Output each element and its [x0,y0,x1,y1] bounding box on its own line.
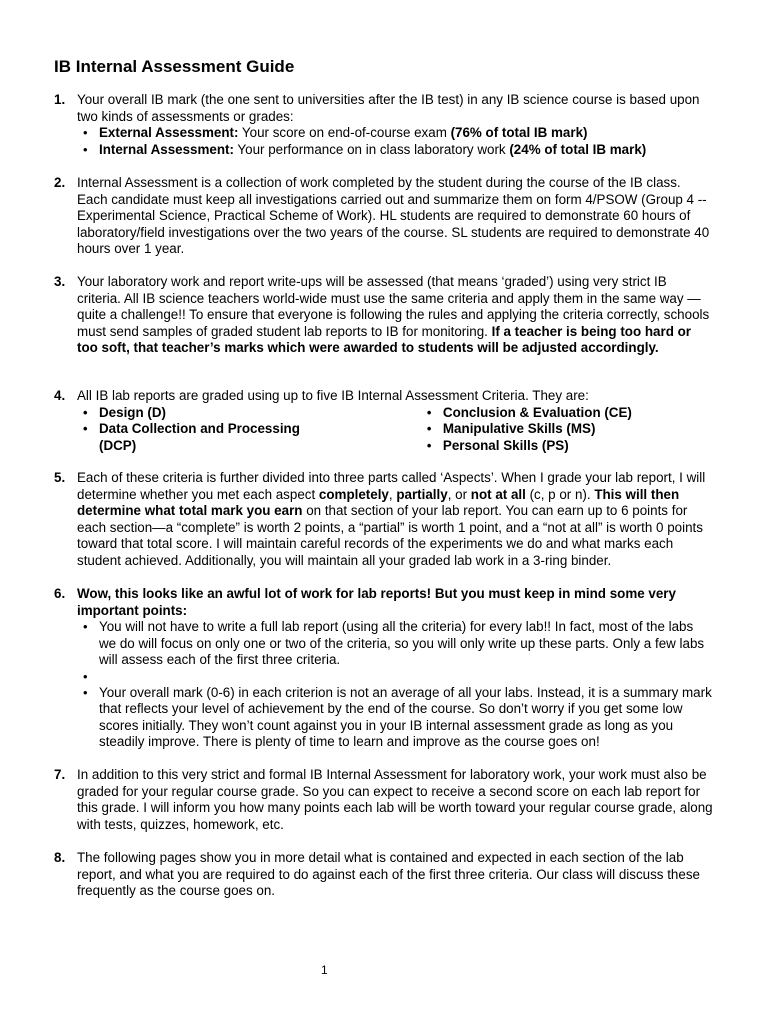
item-text: The following pages show you in more detail what is contained and expected in each section of the lab report, and what you are required to do against each of the first three criteria. Our class will discuss these frequently as the course goes on. [77,850,700,898]
point-1: • You will not have to write a full lab report (using all the criteria) for every lab!! In fact, most of the labs we do will focus on only one or two of the criteria, so you will only write up these parts. Only a few labs will assess each of the first three criteria. [77,619,714,669]
item-text: Internal Assessment is a collection of work completed by the student during the course of the IB class. Each candidate must keep all investigations carried out and summarize them on form 4/PSOW (Group 4 -- Experimental Science, Practical Scheme of Work). HL students are required to demonstrate 60 hours of laboratory/field investigations over the two years of the course. SL students are required to demonstrate 40 hours over 1 year. [77,175,710,256]
item-text: Wow, this looks like an awful lot of work for lab reports! But you must keep in mind some very important points: [77,586,676,618]
item-number: 2. [54,175,66,190]
list-item-5 [54,470,714,569]
item-number: 4. [54,388,66,403]
list-item-4 [54,388,714,454]
criteria-left [77,405,421,455]
item-text: All IB lab reports are graded using up to five IB Internal Assessment Criteria. They are: [77,388,589,403]
list-item-8 [54,850,714,900]
point-2: • Your overall mark (0-6) in each criterion is not an average of all your labs. Instead, it is a summary mark that reflects your level of achievement by the end of the course. So don’t worry if you get some low scores initially. They won’t count against you in your IB internal assessment grade as long as you steadily improve. There is plenty of time to learn and improve as the course goes on! [77,685,714,751]
item-number: 5. [54,470,66,485]
bullet-internal: • Internal Assessment: Your performance on in class laboratory work (24% of total IB mark) [77,142,714,159]
criteria-right [421,405,714,455]
item-number: 7. [54,767,66,782]
page-title: IB Internal Assessment Guide [54,57,295,76]
criterion-ms: • Manipulative Skills (MS) [421,421,714,438]
item-text: Your overall IB mark (the one sent to universities after the IB test) in any IB science course is based upon two kinds of assessments or grades: [77,92,700,124]
bullet-external: • External Assessment: Your score on end-of-course exam (76% of total IB mark) [77,125,714,142]
item-number: 8. [54,850,66,865]
item-text: Your laboratory work and report write-ups will be assessed (that means ‘graded’) using very strict IB criteria. All IB science teachers world-wide must use the same criteria and apply them in the same way —quite a challenge!! To ensure that everyone is following the rules and applying the criteria correctly, schools must send samples of graded student lab reports to IB for monitoring. If a teacher is being too hard or too soft, that teacher’s marks which were awarded to students will be adjusted accordingly. [77,274,710,355]
criterion-ce: • Conclusion & Evaluation (CE) [421,405,714,422]
list-item-2 [54,175,714,258]
item-number: 1. [54,92,66,107]
list-item-3 [54,274,714,357]
criterion-dcp: • Data Collection and Processing (DCP) [77,421,319,454]
item-text: In addition to this very strict and formal IB Internal Assessment for laboratory work, your work must also be graded for your regular course grade. So you can expect to receive a second score on each lab report for this grade. I will inform you how many points each lab will be worth toward your regular course grade, along with tests, quizzes, homework, etc. [77,767,713,832]
item-text: Each of these criteria is further divided into three parts called ‘Aspects’. When I grade your lab report, I will determine whether you met each aspect completely, partially, or not at all (c, p or n). This will then determine what total mark you earn on that section of your lab report. You can earn up to 6 points for each section—a “complete” is worth 2 points, a “partial” is worth 1 point, and a “not at all” is worth 0 points toward that total score. I will maintain careful records of the experiments we do and what marks each student achieved. Additionally, you will maintain all your graded lab work in a 3-ring binder. [77,470,706,568]
list-item-6 [54,586,714,751]
criterion-ps: • Personal Skills (PS) [421,438,714,455]
criteria-columns [77,405,714,455]
list-item-1 [54,92,714,158]
list-item-7 [54,767,714,833]
spacer [77,669,714,685]
item-number: 3. [54,274,66,289]
item-number: 6. [54,586,66,601]
important-points-list [77,619,714,751]
assessment-list [77,125,714,158]
criterion-design: • Design (D) [77,405,421,422]
page-number: 1 [321,963,328,977]
